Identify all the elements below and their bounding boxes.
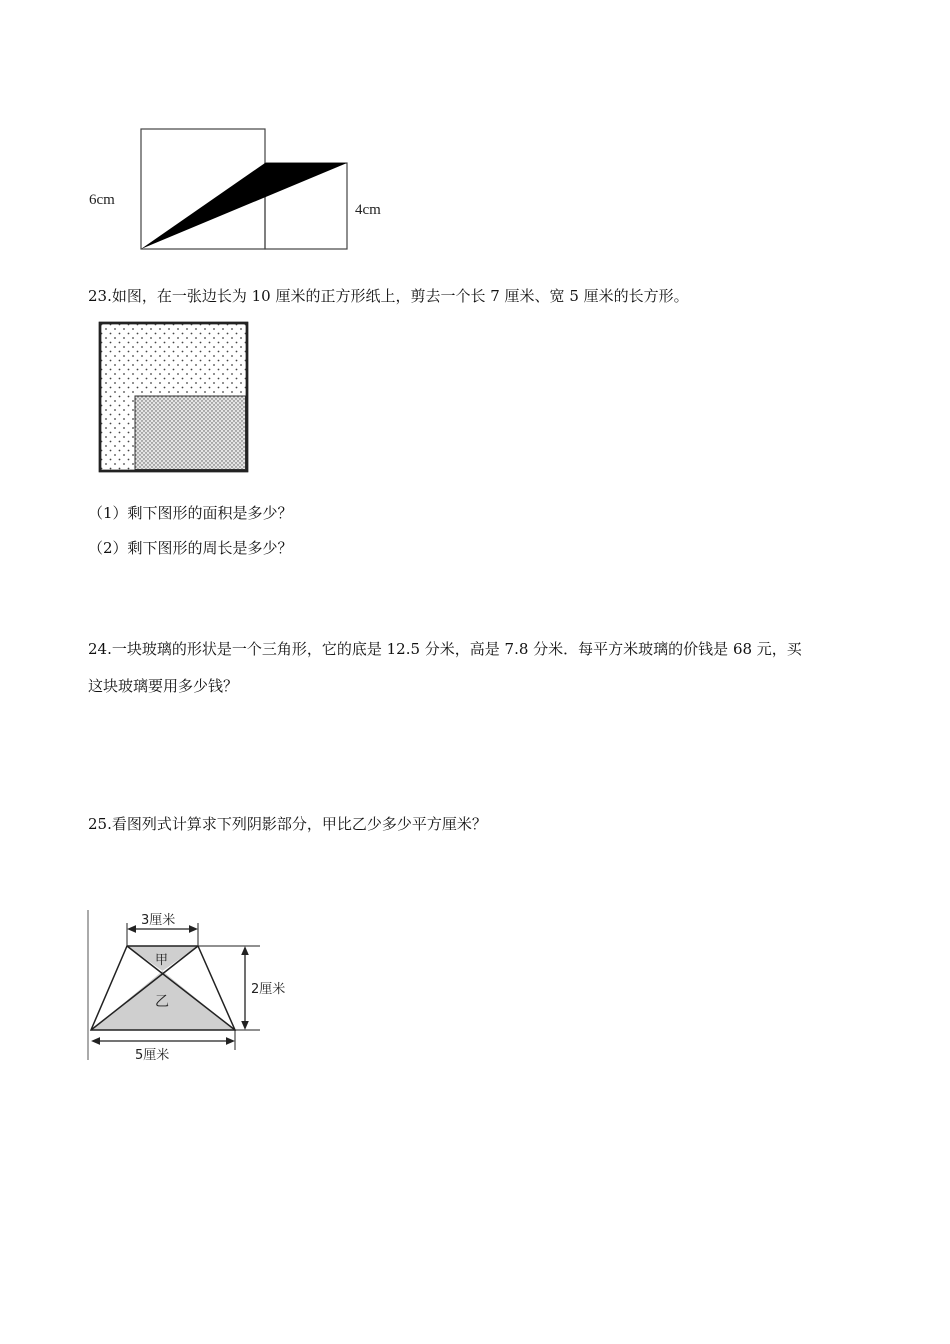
region-jia-label: 甲 (155, 953, 169, 968)
bottom-dimension-label: 5厘米 (135, 1048, 170, 1063)
left-side-label: 6cm (89, 192, 115, 208)
cut-rectangle (135, 396, 246, 470)
right-side-label: 4cm (355, 202, 381, 218)
question-25: 25.看图列式计算求下列阴影部分，甲比乙少多少平方厘米？ (88, 815, 487, 833)
figure-q23 (95, 318, 255, 478)
question-24-line-2: 这块玻璃要用多少钱？ (88, 677, 239, 695)
top-dimension-label: 3厘米 (141, 913, 176, 928)
right-dimension-label: 2厘米 (251, 982, 286, 997)
figure-q23-drawing (95, 318, 255, 478)
question-23-part-1: （1）剩下图形的面积是多少？ (88, 504, 293, 522)
shaded-triangle (141, 163, 347, 249)
figure-q25 (85, 905, 305, 1065)
figure-q22-drawing (85, 120, 405, 260)
figure-q22 (85, 120, 405, 260)
question-23-part-2: （2）剩下图形的周长是多少？ (88, 539, 293, 557)
question-23: 23.如图，在一张边长为 10 厘米的正方形纸上，剪去一个长 7 厘米、宽 5 厘米的长方形。 (88, 287, 689, 305)
region-yi-label: 乙 (155, 994, 169, 1010)
question-24-line-1: 24.一块玻璃的形状是一个三角形，它的底是 12.5 分米，高是 7.8 分米．每平方米玻璃的价钱是 68 元，买 (88, 640, 802, 658)
